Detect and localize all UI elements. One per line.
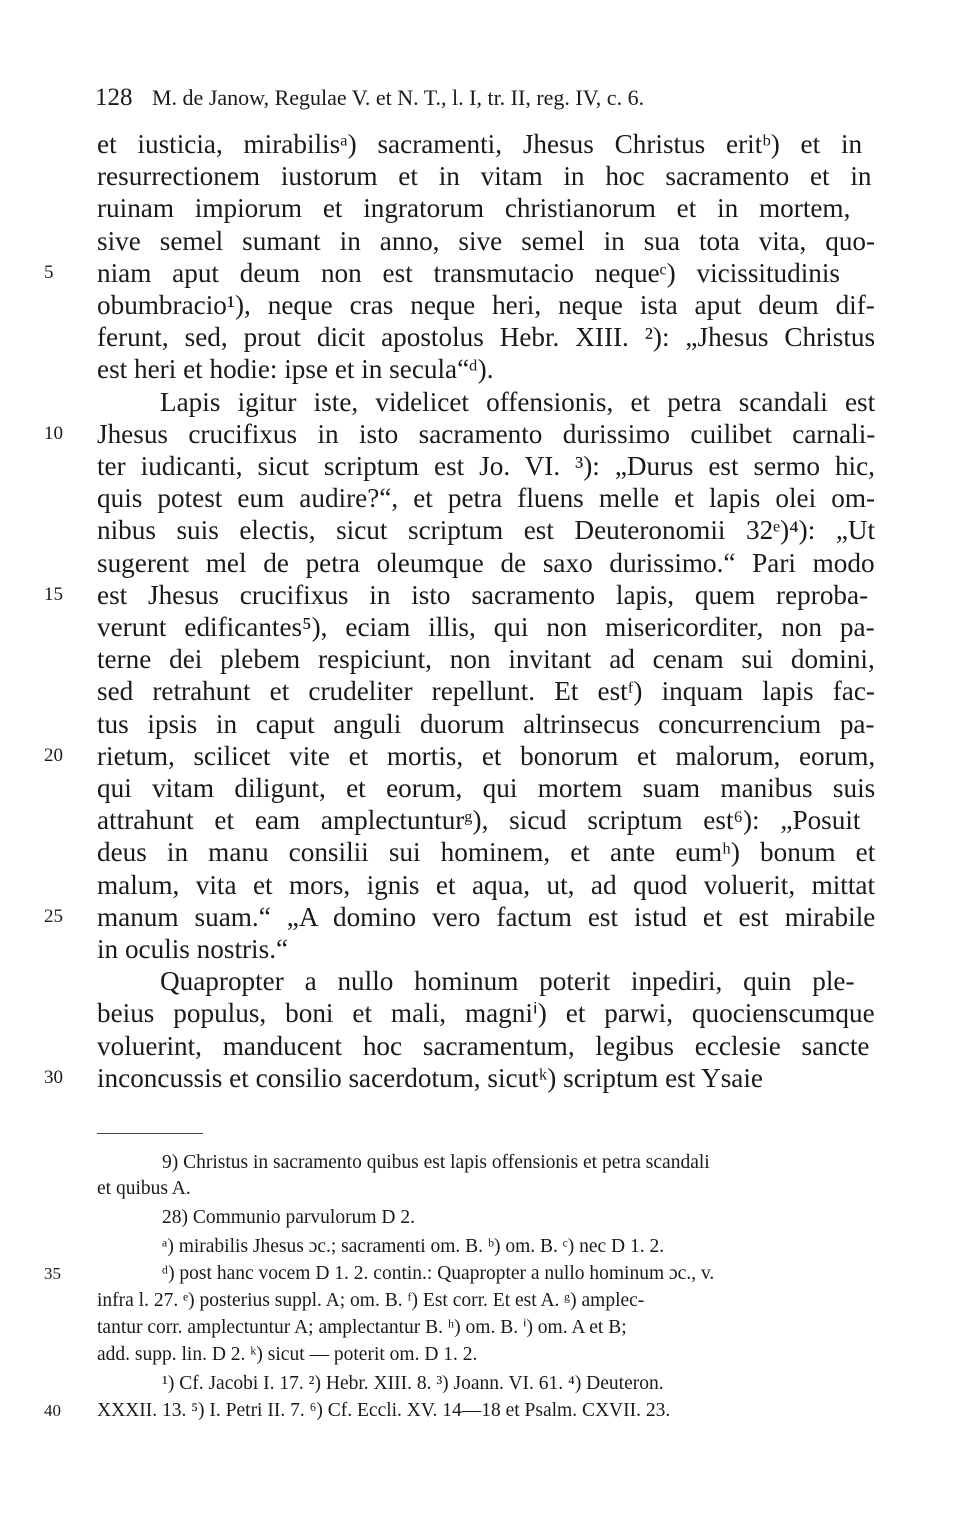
text-line: Lapis igitur iste, videlicet offensionis, et petra scandali est (160, 386, 876, 417)
line-number: 30 (44, 1066, 63, 1088)
running-title: M. de Janow, Regulae V. et N. T., l. I, tr. II, reg. IV, c. 6. (152, 85, 645, 110)
text-line: attrahunt et eam amplectunturᵍ), sicud scriptum est⁶): „Posuit (97, 805, 861, 836)
text-line: resurrectionem iustorum et in vitam in hoc sacramento et in (97, 161, 872, 192)
text-line: ter iudicanti, sicut scriptum est Jo. VI. ³): „Durus est sermo hic, (97, 451, 875, 481)
page-number: 128 (95, 84, 133, 111)
text-line: deus in manu consilii sui hominem, et ante eumʰ) bonum et (97, 837, 876, 868)
text-line: voluerint, manducent hoc sacramentum, legibus ecclesie sancte (97, 1030, 870, 1061)
footnote-line: et quibus A. (97, 1178, 191, 1199)
line-number: 5 (44, 261, 54, 283)
footnote-line: ᵃ) mirabilis Jhesus ɔc.; sacramenti om. B. ᵇ) om. B. ᶜ) nec D 1. 2. (162, 1236, 665, 1257)
text-line: et iusticia, mirabilisᵃ) sacramenti, Jhesus Christus eritᵇ) et in (97, 129, 863, 159)
text-line: rietum, scilicet vite et mortis, et bonorum et malorum, eorum, (97, 740, 876, 771)
line-number: 25 (44, 905, 63, 927)
text-line: qui vitam diligunt, et eorum, qui mortem suam manibus suis (97, 773, 876, 803)
line-number: 15 (44, 583, 63, 605)
text-line: beius populus, boni et mali, magniⁱ) et parwi, quocienscumque (97, 998, 875, 1029)
text-line: nibus suis electis, sicut scriptum est Deuteronomii 32ᵉ)⁴): „Ut (97, 515, 876, 546)
text-line: niam aput deum non est transmutacio nequeᶜ) vicissitudinis (97, 257, 840, 288)
footnote-line: XXXII. 13. ⁵) I. Petri II. 7. ⁶) Cf. Eccli. XV. 14—18 et Psalm. CXVII. 23. (97, 1400, 671, 1421)
text-line: sive semel sumant in anno, sive semel in sua tota vita, quo- (97, 225, 876, 256)
line-number: 35 (44, 1264, 61, 1283)
text-line: sed retrahunt et crudeliter repellunt. Et estᶠ) inquam lapis fac- (97, 676, 875, 707)
footnote-line: add. supp. lin. D 2. ᵏ) sicut — poterit om. D 1. 2. (97, 1344, 478, 1365)
text-line: sugerent mel de petra oleumque de saxo durissimo.“ Pari modo (97, 547, 875, 578)
text-line: manum suam.“ „A domino vero factum est istud et est mirabile (97, 901, 876, 932)
line-number: 20 (44, 744, 63, 766)
text-line: Jhesus crucifixus in isto sacramento durissimo cuilibet carnali- (97, 418, 876, 449)
footnote-line: ᵈ) post hanc vocem D 1. 2. contin.: Quapropter a nullo hominum ɔc., v. (162, 1263, 715, 1284)
text-line: malum, vita et mors, ignis et aqua, ut, ad quod voluerit, mittat (97, 869, 876, 900)
text-line: inconcussis et consilio sacerdotum, sicutᵏ) scriptum est Ysaie (97, 1062, 763, 1093)
line-number: 40 (44, 1401, 61, 1420)
text-line: terne dei plebem respiciunt, non invitant ad cenam sui domini, (97, 644, 875, 675)
text-line: obumbracio¹), neque cras neque heri, neque ista aput deum dif- (97, 290, 875, 320)
footnote-line: infra l. 27. ᵉ) posterius suppl. A; om. B. ᶠ) Est corr. Et est A. ᵍ) amplec- (97, 1290, 645, 1311)
text-line: in oculis nostris.“ (97, 934, 289, 964)
text-line: ferunt, sed, prout dicit apostolus Hebr. XIII. ²): „Jhesus Christus (97, 322, 876, 353)
text-line: est heri et hodie: ipse et in secula“ᵈ). (97, 354, 494, 385)
footnote-rule (97, 1133, 203, 1134)
text-line: quis potest eum audire?“, et petra fluens melle et lapis olei om- (97, 483, 876, 514)
text-line: Quapropter a nullo hominum poterit inpediri, quin ple- (160, 966, 855, 997)
footnote-line: 28) Communio parvulorum D 2. (162, 1207, 415, 1228)
footnote-line: tantur corr. amplectuntur A; amplectantur B. ʰ) om. B. ⁱ) om. A et B; (97, 1317, 627, 1338)
text-line: tus ipsis in caput anguli duorum altrinsecus concurrencium pa- (97, 708, 875, 739)
footnote-line: 9) Christus in sacramento quibus est lapis offensionis et petra scandali (162, 1152, 710, 1173)
running-header (95, 84, 644, 114)
text-line: ruinam impiorum et ingratorum christianorum et in mortem, (97, 193, 851, 224)
text-line: verunt edificantes⁵), eciam illis, qui non misericorditer, non pa- (97, 612, 875, 642)
footnote-line: ¹) Cf. Jacobi I. 17. ²) Hebr. XIII. 8. ³) Joann. VI. 61. ⁴) Deuteron. (162, 1373, 664, 1394)
line-number: 10 (44, 422, 63, 444)
text-line: est Jhesus crucifixus in isto sacramento lapis, quem reproba- (97, 579, 869, 610)
